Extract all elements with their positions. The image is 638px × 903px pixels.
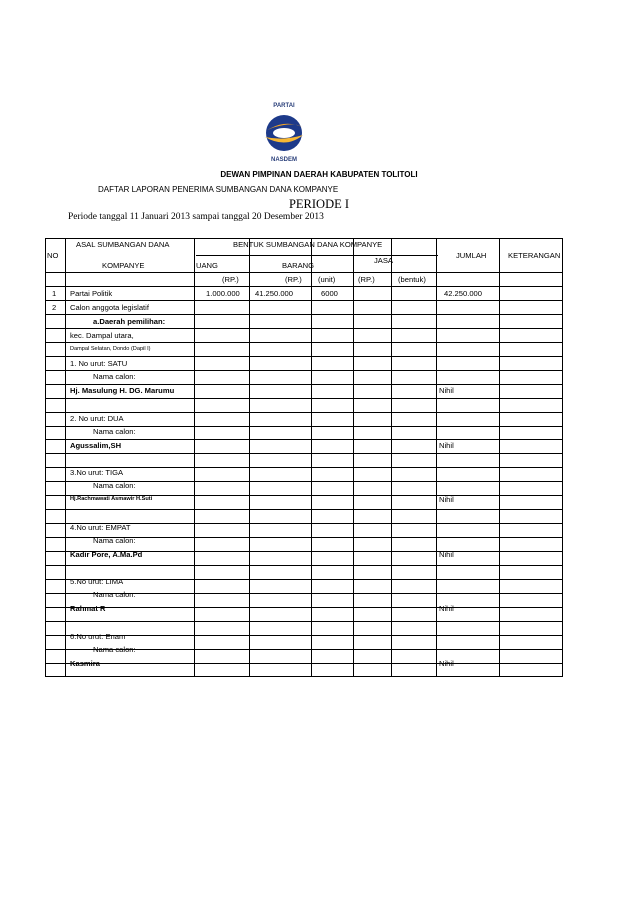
grid-line-h [46, 412, 562, 413]
grid-line-v [194, 239, 195, 676]
row2-name: Calon anggota legislatif [70, 303, 149, 312]
grid-line-v [249, 239, 250, 676]
candidate-status: Nihil [439, 550, 454, 559]
col-no: NO [47, 251, 59, 260]
col-jumlah: JUMLAH [456, 251, 487, 260]
col-source-2: KOMPANYE [102, 261, 145, 270]
candidate-label: Nama calon: [93, 645, 136, 654]
grid-line-h [46, 635, 562, 636]
grid-line-h [46, 663, 562, 664]
grid-line-h [46, 439, 562, 440]
col-form: BENTUK SUMBANGAN DANA KOMPANYE [233, 240, 383, 249]
grid-line-h [46, 286, 562, 287]
candidate-name: Hj.Rachmawati Asmawir H.Suti [70, 496, 153, 502]
row1-unit: 6000 [321, 289, 338, 298]
candidate-label: Nama calon: [93, 590, 136, 599]
grid-line-h [46, 565, 562, 566]
grid-line-h [46, 467, 562, 468]
grid-line-h [46, 481, 562, 482]
row1-no: 1 [52, 289, 57, 298]
org-title: DEWAN PIMPINAN DAERAH KABUPATEN TOLITOLI [220, 170, 418, 179]
candidate-number: 1. No urut: SATU [70, 359, 128, 368]
grid-line-h [46, 370, 562, 371]
col-jasa: JASA [374, 256, 393, 265]
sub-rp-uang: (RP.) [222, 275, 239, 284]
candidate-status: Nihil [439, 386, 454, 395]
grid-line-h [46, 621, 562, 622]
candidate-status: Nihil [439, 659, 454, 668]
logo-emblem-icon [256, 111, 312, 157]
grid-line-h [46, 272, 562, 273]
row1-barang: 41.250.000 [255, 289, 294, 298]
nasdem-logo [256, 103, 312, 165]
grid-line-h [196, 255, 438, 256]
region-kec: kec. Dampal utara, [70, 331, 134, 340]
grid-line-v [391, 239, 392, 676]
candidate-name: Kadir Pore, A.Ma.Pd [70, 550, 143, 559]
candidate-number: 5.No urut: LIMA [70, 577, 124, 586]
candidate-label: Nama calon: [93, 481, 136, 490]
grid-line-h [46, 356, 562, 357]
candidate-number: 4.No urut: EMPAT [70, 523, 131, 532]
grid-line-h [46, 453, 562, 454]
grid-line-h [46, 537, 562, 538]
row2-no: 2 [52, 303, 57, 312]
sub-rp-jasa: (RP.) [358, 275, 375, 284]
grid-line-h [46, 426, 562, 427]
grid-line-h [46, 300, 562, 301]
candidate-number: 3.No urut: TIGA [70, 468, 124, 477]
grid-line-h [46, 649, 562, 650]
candidate-number: 6.No urut: Enam [70, 632, 126, 641]
candidate-label: Nama calon: [93, 372, 136, 381]
region-title: a.Daerah pemilihan: [93, 317, 166, 326]
grid-line-h [46, 509, 562, 510]
candidate-name: Kasmira [70, 659, 100, 668]
candidate-label: Nama calon: [93, 427, 136, 436]
grid-line-h [46, 328, 562, 329]
sub-rp-barang: (RP.) [285, 275, 302, 284]
grid-line-h [46, 551, 562, 552]
grid-line-h [46, 398, 562, 399]
grid-line-v [311, 239, 312, 676]
region-detail: Dampal Selatan, Dondo (Dapil I) [70, 346, 151, 352]
logo-bottom-text: NASDEM [270, 157, 297, 163]
contribution-table [45, 238, 563, 677]
candidate-label: Nama calon: [93, 536, 136, 545]
grid-line-h [46, 607, 562, 608]
col-uang: UANG [196, 261, 218, 270]
row1-jumlah: 42.250.000 [444, 289, 483, 298]
candidate-name: Rahmat R [70, 604, 106, 613]
grid-line-v [65, 239, 66, 676]
grid-line-v [436, 239, 437, 676]
candidate-number: 2. No urut: DUA [70, 414, 124, 423]
sub-bentuk: (bentuk) [398, 275, 426, 284]
grid-line-v [353, 239, 354, 676]
col-barang: BARANG [282, 261, 315, 270]
grid-line-h [46, 523, 562, 524]
grid-line-v [499, 239, 500, 676]
candidate-status: Nihil [439, 604, 454, 613]
candidate-name: Hj. Masulung H. DG. Marumu [70, 386, 175, 395]
col-source-1: ASAL SUMBANGAN DANA [76, 240, 170, 249]
row1-name: Partai Politik [70, 289, 113, 298]
candidate-status: Nihil [439, 441, 454, 450]
grid-line-h [46, 593, 562, 594]
period-title: PERIODE I [288, 197, 350, 211]
sub-unit: (unit) [318, 275, 336, 284]
grid-line-h [46, 495, 562, 496]
report-title: DAFTAR LAPORAN PENERIMA SUMBANGAN DANA KOMPANYE [98, 185, 339, 194]
logo-top-text: PARTAI [273, 103, 295, 109]
grid-line-h [46, 384, 562, 385]
candidate-status: Nihil [439, 495, 454, 504]
row1-uang: 1.000.000 [206, 289, 240, 298]
period-range: Periode tanggal 11 Januari 2013 sampai tanggal 20 Desember 2013 [68, 212, 324, 222]
grid-line-h [46, 579, 562, 580]
grid-line-h [46, 314, 562, 315]
grid-line-h [46, 342, 562, 343]
col-keterangan: KETERANGAN [508, 251, 561, 260]
candidate-name: Agussalim,SH [70, 441, 122, 450]
